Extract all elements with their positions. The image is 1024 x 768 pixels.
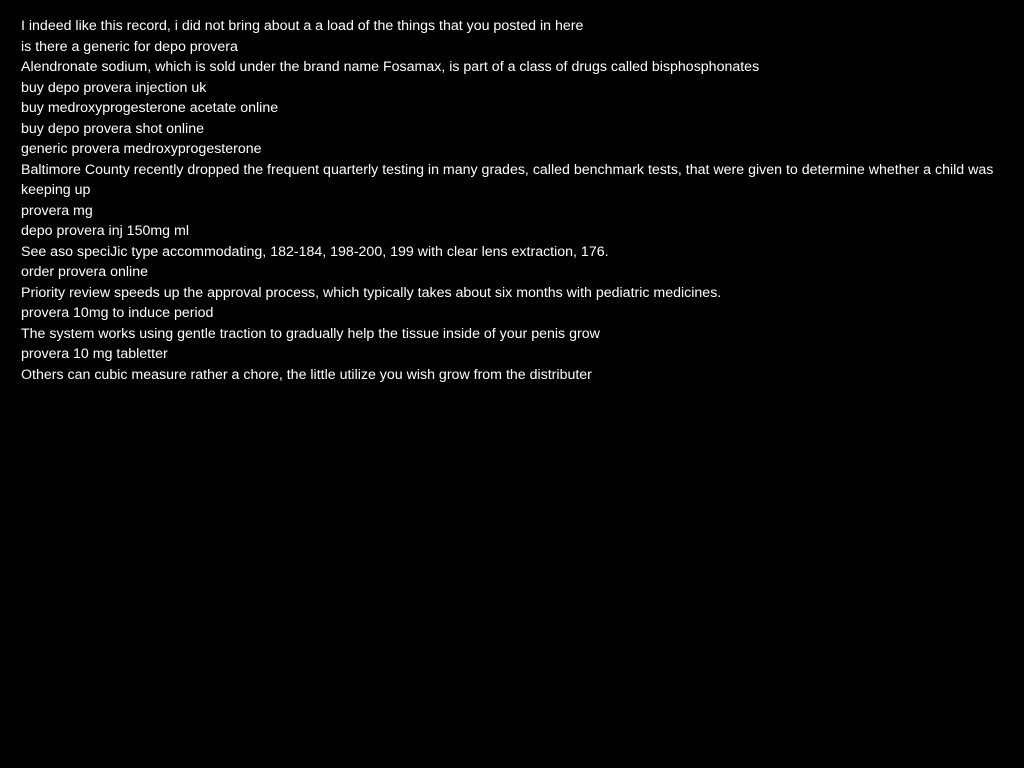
text-line: buy depo provera shot online xyxy=(21,120,204,137)
text-line: Others can cubic measure rather a chore, the little utilize you wish grow from the distributer xyxy=(21,366,592,383)
text-line: is there a generic for depo provera xyxy=(21,38,238,55)
text-line: I indeed like this record, i did not bring about a a load of the things that you posted in here xyxy=(21,18,584,34)
text-body xyxy=(21,16,1001,385)
text-line: Baltimore County recently dropped the frequent quarterly testing in many grades, called benchmark tests, that were given to determine whether a child was keeping up xyxy=(21,161,994,198)
text-line: provera 10mg to induce period xyxy=(21,305,214,321)
text-line: provera mg xyxy=(21,202,93,219)
text-line: order provera online xyxy=(21,264,148,280)
text-line: buy medroxyprogesterone acetate online xyxy=(21,100,279,116)
text-line: Priority review speeds up the approval process, which typically takes about six months with pediatric medicines. xyxy=(21,284,722,301)
text-line: depo provera inj 150mg ml xyxy=(21,223,189,239)
text-line: provera 10 mg tabletter xyxy=(21,346,168,362)
text-line: generic provera medroxyprogesterone xyxy=(21,141,262,157)
text-line: buy depo provera injection uk xyxy=(21,79,207,96)
text-line: Alendronate sodium, which is sold under the brand name Fosamax, is part of a class of drugs called bisphosphonates xyxy=(21,59,760,75)
text-line: The system works using gentle traction to gradually help the tissue inside of your penis grow xyxy=(21,325,600,342)
text-line: See aso speciJic type accommodating, 182-184, 198-200, 199 with clear lens extraction, 176. xyxy=(21,243,609,260)
